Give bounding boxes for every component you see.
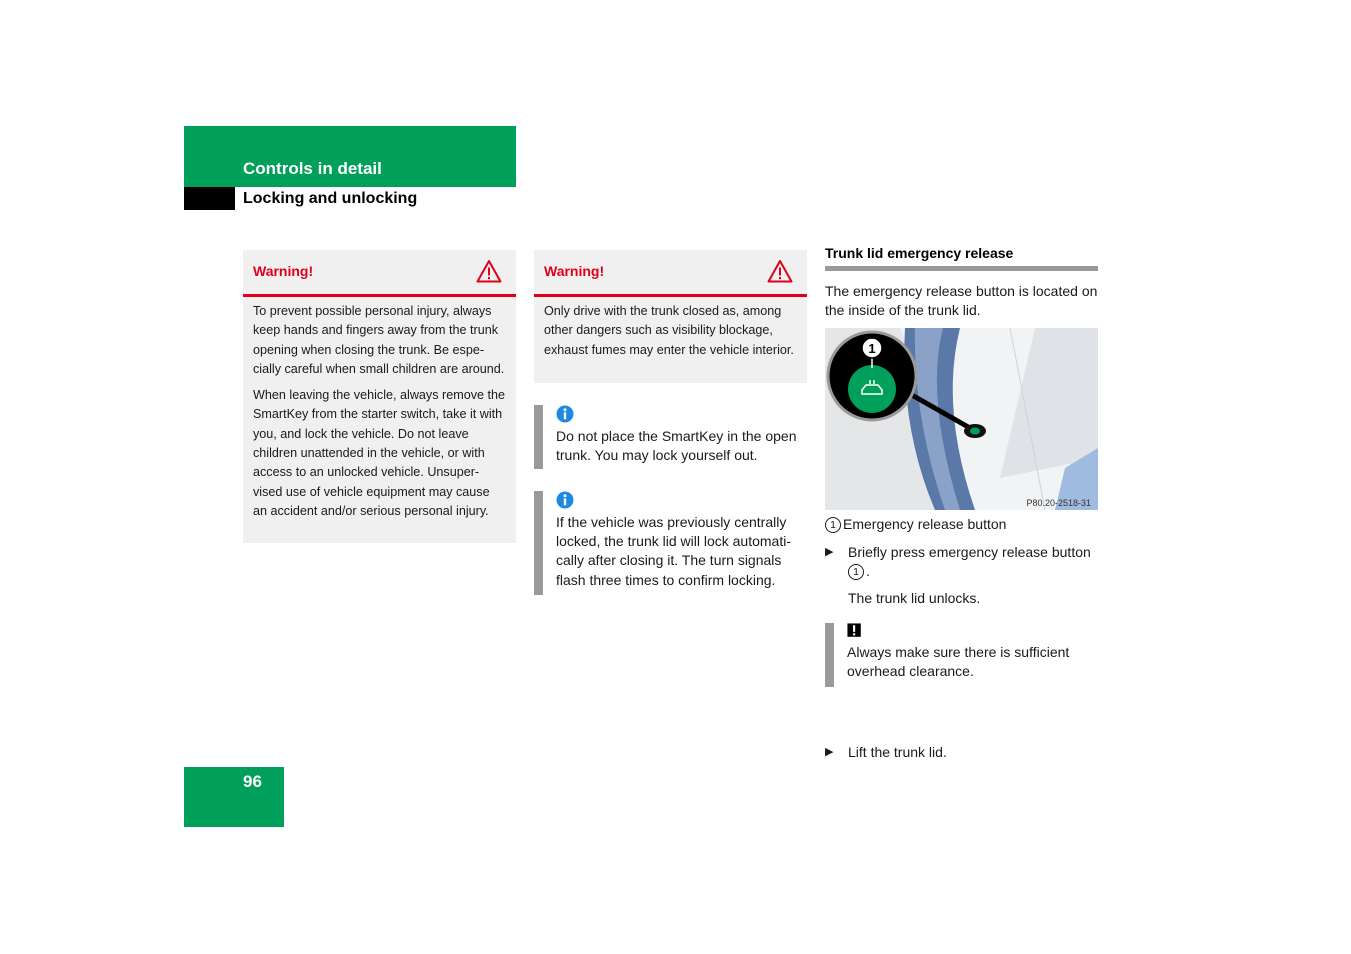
info-box-central-locking <box>534 491 807 595</box>
warning-body <box>534 297 807 368</box>
legend-number: 1 <box>825 517 841 533</box>
warning-title: Warning! <box>253 263 314 279</box>
caution-text: Always make sure there is sufficient overhead clearance. <box>847 644 1070 680</box>
step-punctuation: . <box>866 563 870 580</box>
warning-box-left <box>243 250 516 543</box>
step-lift-lid <box>825 743 1098 762</box>
info-icon <box>556 491 574 509</box>
figure-code: P80.20-2518-31 <box>1026 498 1091 508</box>
warning-body <box>243 297 516 529</box>
step-arrow-icon: ▶ <box>825 746 834 759</box>
figure-legend <box>825 515 1098 534</box>
caution-box <box>825 623 1098 687</box>
warning-triangle-icon <box>767 259 793 283</box>
step-arrow-icon: ▶ <box>825 546 834 558</box>
section-heading: Trunk lid emergency release <box>825 245 1098 271</box>
trunk-lid-figure <box>825 328 1098 510</box>
warning-box-middle <box>534 250 807 383</box>
warning-header <box>243 250 516 297</box>
info-text: Do not place the SmartKey in the open trunk. You may lock yourself out. <box>556 428 797 464</box>
page-number-box <box>184 767 284 827</box>
step-press-button <box>825 543 1098 581</box>
warning-paragraph: To prevent possible personal injury, always keep hands and fingers away from the trunk opening when closing the trunk. Be espe-cially careful when small children are around. <box>253 304 505 376</box>
warning-paragraph: Only drive with the trunk closed as, among other dangers such as visibility blockage, exhaust fumes may enter the vehicle interior. <box>544 304 794 357</box>
step-text: Briefly press emergency release button <box>848 544 1091 560</box>
warning-paragraph: When leaving the vehicle, always remove the SmartKey from the starter switch, take it with you, and lock the vehicle. Do not leave children unattended in the vehicle, or with access to an unlocked vehicle. Unsuper-vised use of vehicle equipment may cause an accident and/or serious personal injury. <box>253 388 506 518</box>
step-result: The trunk lid unlocks. <box>848 590 981 606</box>
warning-triangle-icon <box>476 259 502 283</box>
figure-callout-label: 1 <box>868 341 876 356</box>
page-number: 96 <box>243 772 262 791</box>
step-ref-number: 1 <box>848 564 864 580</box>
warning-header <box>534 250 807 297</box>
info-text: If the vehicle was previously centrally locked, the trunk lid will lock automati-cally after closing it. The turn signals flash three times to confirm locking. <box>556 514 791 588</box>
trunk-lid-illustration <box>825 328 1098 510</box>
subsection-title: Locking and unlocking <box>243 190 418 207</box>
caution-icon <box>847 623 863 639</box>
header-tab-marker <box>184 187 235 210</box>
legend-text: Emergency release button <box>843 516 1007 532</box>
step-text: Lift the trunk lid. <box>848 744 947 761</box>
info-box-smartkey <box>534 405 807 469</box>
warning-title: Warning! <box>544 263 605 279</box>
section-title: Controls in detail <box>243 159 382 178</box>
info-icon <box>556 405 574 423</box>
intro-text: The emergency release button is located on the inside of the trunk lid. <box>825 283 1098 319</box>
